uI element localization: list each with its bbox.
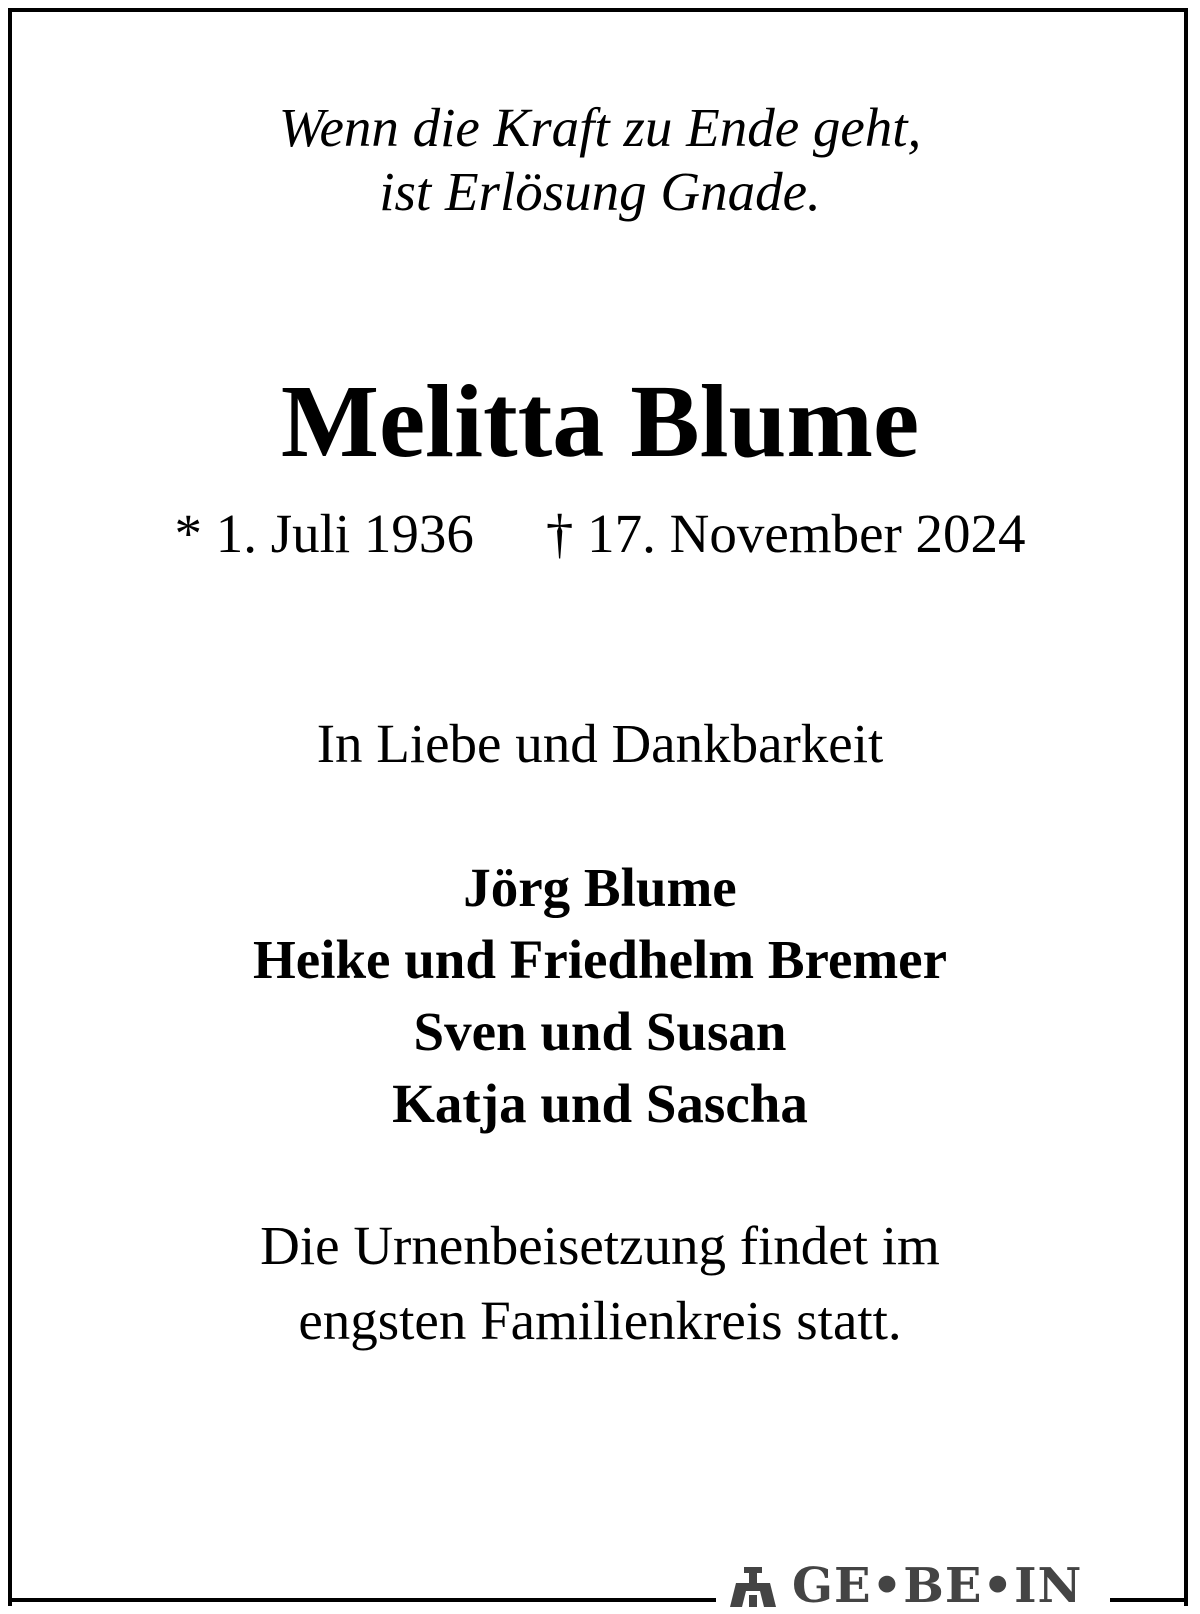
- mourner: Jörg Blume: [463, 857, 737, 918]
- deceased-name: Melitta Blume: [280, 364, 920, 479]
- burial-notice: [0, 1208, 1200, 1358]
- gebein-logo-text: GE•BE•IN: [792, 1557, 1083, 1614]
- frame-bottom-border-right: [1110, 1598, 1188, 1602]
- mourner: Heike und Friedhelm Bremer: [252, 929, 948, 990]
- gebein-logo: [724, 1557, 1083, 1614]
- birth-date: * 1. Juli 1936: [174, 503, 474, 564]
- motto: [0, 96, 1200, 224]
- motto-line-2: ist Erlösung Gnade.: [379, 161, 821, 222]
- burial-line-1: Die Urnenbeisetzung findet im: [260, 1215, 940, 1276]
- burial-line-2: engsten Familienkreis statt.: [298, 1290, 902, 1351]
- motto-line-1: Wenn die Kraft zu Ende geht,: [278, 97, 922, 158]
- obituary-frame: [8, 8, 1188, 1606]
- death-date: † 17. November 2024: [545, 503, 1026, 564]
- mourners-list: [0, 852, 1200, 1140]
- dedication: In Liebe und Dankbarkeit: [316, 713, 884, 774]
- frame-bottom-border-left: [8, 1598, 716, 1602]
- gebein-logo-icon: [724, 1563, 782, 1609]
- life-dates: [0, 502, 1200, 566]
- mourner: Sven und Susan: [413, 1001, 787, 1062]
- mourner: Katja und Sascha: [392, 1073, 808, 1134]
